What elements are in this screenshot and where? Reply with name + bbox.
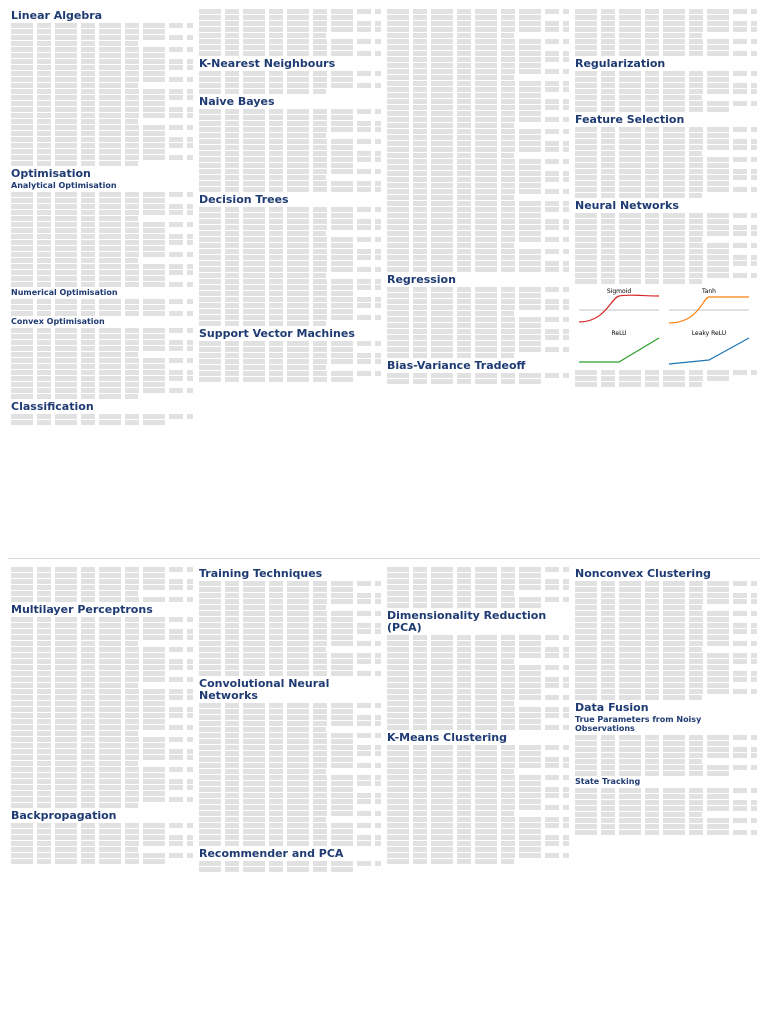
heading-numerical-optimisation: Numerical Optimisation bbox=[11, 287, 118, 297]
heading-classification: Classification bbox=[11, 399, 94, 413]
heading-state-tracking: State Tracking bbox=[575, 776, 641, 786]
heading-feature-selection: Feature Selection bbox=[575, 113, 685, 127]
heading-backpropagation: Backpropagation bbox=[11, 809, 117, 823]
heading-regularization: Regularization bbox=[575, 57, 666, 70]
activation-plots bbox=[575, 286, 757, 368]
top-col-0 bbox=[8, 8, 196, 556]
heading-kmeans: K-Means Clustering bbox=[387, 731, 508, 745]
heading-true-parameters: True Parameters from Noisy Observations bbox=[575, 715, 702, 733]
heading-data-fusion: Data Fusion bbox=[575, 701, 649, 715]
top-col-1 bbox=[196, 8, 384, 556]
heading-svm: Support Vector Machines bbox=[199, 327, 355, 341]
heading-bias-variance: Bias-Variance Tradeoff bbox=[387, 359, 526, 373]
heading-pca: Dimensionality Reduction (PCA) bbox=[387, 609, 547, 635]
heading-cnn: Convolutional Neural Networks bbox=[199, 677, 330, 703]
heading-nonconvex-clustering: Nonconvex Clustering bbox=[575, 567, 711, 580]
heading-mlp: Multilayer Perceptrons bbox=[11, 603, 153, 616]
heading-knn: K-Nearest Neighbours bbox=[199, 57, 336, 70]
heading-recommender-pca: Recommender and PCA bbox=[199, 847, 344, 861]
leaky-relu-plot bbox=[665, 328, 753, 368]
bottom-col-3 bbox=[572, 566, 760, 1016]
sigmoid-plot bbox=[575, 286, 663, 326]
leaky-relu-plot-title: Leaky ReLU bbox=[691, 330, 727, 338]
relu-plot bbox=[575, 328, 663, 368]
sheet-divider bbox=[8, 558, 760, 559]
heading-decision-trees: Decision Trees bbox=[199, 193, 289, 207]
tanh-plot-title: Tanh bbox=[702, 288, 716, 296]
tanh-plot bbox=[665, 286, 753, 326]
heading-linear-algebra: Linear Algebra bbox=[11, 9, 103, 22]
heading-neural-networks: Neural Networks bbox=[575, 199, 679, 213]
heading-analytical-optimisation: Analytical Optimisation bbox=[11, 181, 117, 191]
bottom-col-2 bbox=[384, 566, 572, 1016]
heading-regression: Regression bbox=[387, 273, 456, 286]
top-sheet bbox=[8, 8, 760, 556]
bottom-sheet bbox=[8, 566, 760, 1016]
bottom-col-0 bbox=[8, 566, 196, 1016]
heading-optimisation: Optimisation bbox=[11, 167, 91, 181]
top-col-2 bbox=[384, 8, 572, 556]
heading-convex-optimisation: Convex Optimisation bbox=[11, 316, 105, 326]
top-col-3 bbox=[572, 8, 760, 556]
heading-naive-bayes: Naive Bayes bbox=[199, 95, 275, 109]
sigmoid-plot-title: Sigmoid bbox=[606, 288, 632, 296]
relu-plot-title: ReLU bbox=[611, 330, 627, 338]
bottom-col-1 bbox=[196, 566, 384, 1016]
heading-training-techniques: Training Techniques bbox=[199, 567, 323, 580]
